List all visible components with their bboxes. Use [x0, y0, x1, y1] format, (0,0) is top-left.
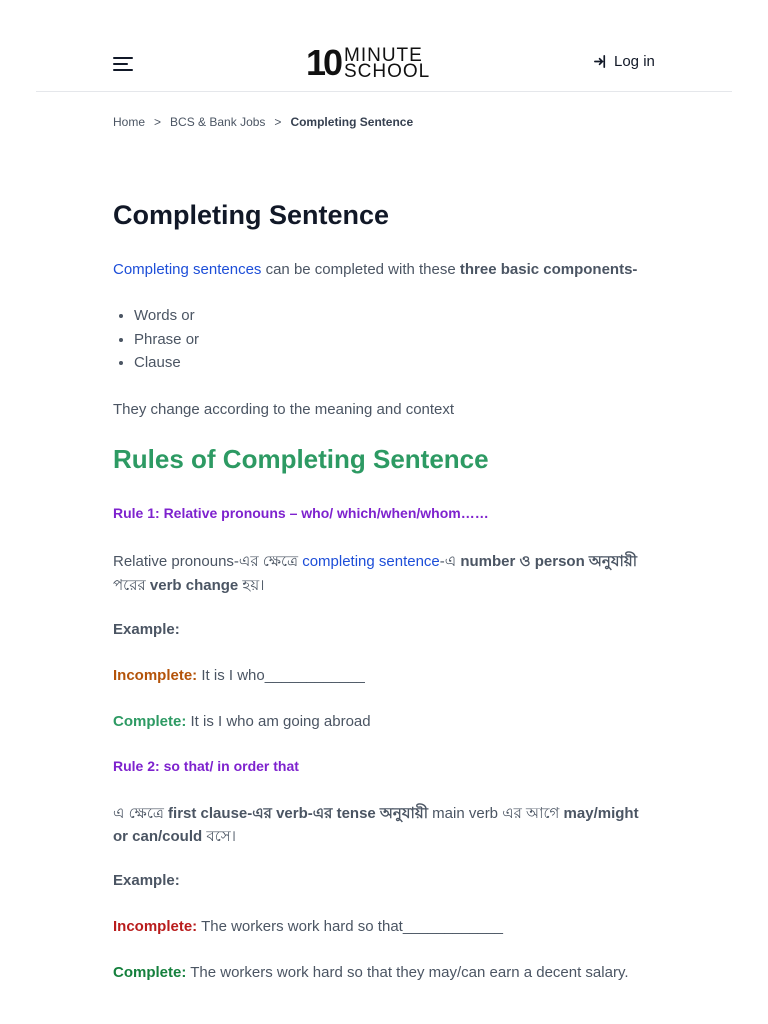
site-header — [36, 0, 732, 92]
rule-1-text: হয়। — [238, 577, 265, 594]
logo-number: 10 — [306, 42, 341, 83]
complete-text: The workers work hard so that they may/can earn a decent salary. — [186, 964, 629, 981]
breadcrumb-separator: > — [274, 115, 282, 129]
login-icon — [593, 54, 608, 69]
incomplete-label: Incomplete: — [113, 667, 198, 684]
hamburger-menu-icon[interactable] — [113, 55, 135, 73]
breadcrumb-category[interactable]: BCS & Bank Jobs — [170, 115, 266, 129]
rule-1-complete — [113, 713, 371, 730]
list-item: • Phrase or — [134, 330, 199, 354]
rule-2-paragraph-line-1 — [113, 802, 639, 827]
rule-2-bold: or can/could — [113, 828, 203, 845]
rule-2-text: main verb এর আগে — [428, 805, 564, 822]
rule-2-incomplete — [113, 918, 503, 935]
site-logo[interactable] — [306, 42, 431, 83]
intro-bold: three basic components- — [459, 261, 638, 278]
breadcrumb — [113, 115, 413, 129]
change-note: They change according to the meaning and context — [113, 401, 455, 418]
rule-1-text: পরের — [113, 577, 150, 594]
list-item: • Words or — [134, 306, 199, 330]
intro-text: can be completed with these — [261, 261, 460, 278]
rule-1-paragraph-line-1 — [113, 550, 637, 575]
incomplete-text: The workers work hard so that____________ — [197, 918, 503, 935]
complete-text: It is I who am going abroad — [186, 713, 371, 730]
logo-line-1: MINUTE — [344, 45, 423, 66]
list-item: • Clause — [134, 353, 199, 377]
page-title: Completing Sentence — [113, 200, 390, 230]
rule-1-bold: verb change — [149, 577, 239, 594]
complete-label: Complete: — [113, 713, 187, 730]
login-label: Log in — [614, 53, 655, 70]
intro-link[interactable]: Completing sentences — [113, 261, 262, 278]
rule-2-complete — [113, 964, 629, 981]
menu-line — [113, 63, 128, 65]
rule-2-text: এ ক্ষেত্রে — [113, 805, 169, 822]
rule-1-heading: Rule 1: Relative pronouns – who/ which/when/whom…… — [113, 505, 489, 521]
menu-line — [113, 69, 133, 71]
logo-line-2: SCHOOL — [344, 61, 431, 82]
rule-2-bold: may/might — [563, 805, 639, 822]
rule-1-text: -এ — [439, 553, 461, 570]
menu-line — [113, 57, 133, 59]
rule-2-heading: Rule 2: so that/ in order that — [113, 758, 299, 774]
rule-1-incomplete — [113, 667, 365, 684]
breadcrumb-separator: > — [154, 115, 162, 129]
rule-1-text: Relative pronouns-এর ক্ষেত্রে — [113, 553, 303, 570]
rule-2-example-label: Example: — [113, 872, 180, 889]
rule-2-bold: first clause-এর verb-এর tense অনুযায়ী — [168, 805, 428, 822]
incomplete-label: Incomplete: — [113, 918, 198, 935]
breadcrumb-home[interactable]: Home — [113, 115, 146, 129]
complete-label: Complete: — [113, 964, 187, 981]
login-button[interactable] — [593, 53, 655, 70]
rule-1-example-label: Example: — [113, 621, 180, 638]
breadcrumb-current: Completing Sentence — [290, 115, 414, 129]
rule-2-text: বসে। — [202, 828, 237, 845]
component-list — [113, 306, 199, 377]
rule-2-paragraph-line-2 — [113, 825, 236, 850]
incomplete-text: It is I who____________ — [197, 667, 365, 684]
rules-heading: Rules of Completing Sentence — [113, 444, 489, 474]
rule-1-paragraph-line-2 — [113, 574, 265, 599]
rule-1-bold: number ও person অনুযায়ী — [460, 553, 637, 570]
intro-paragraph — [113, 261, 637, 278]
rule-1-link[interactable]: completing sentence — [302, 553, 440, 570]
